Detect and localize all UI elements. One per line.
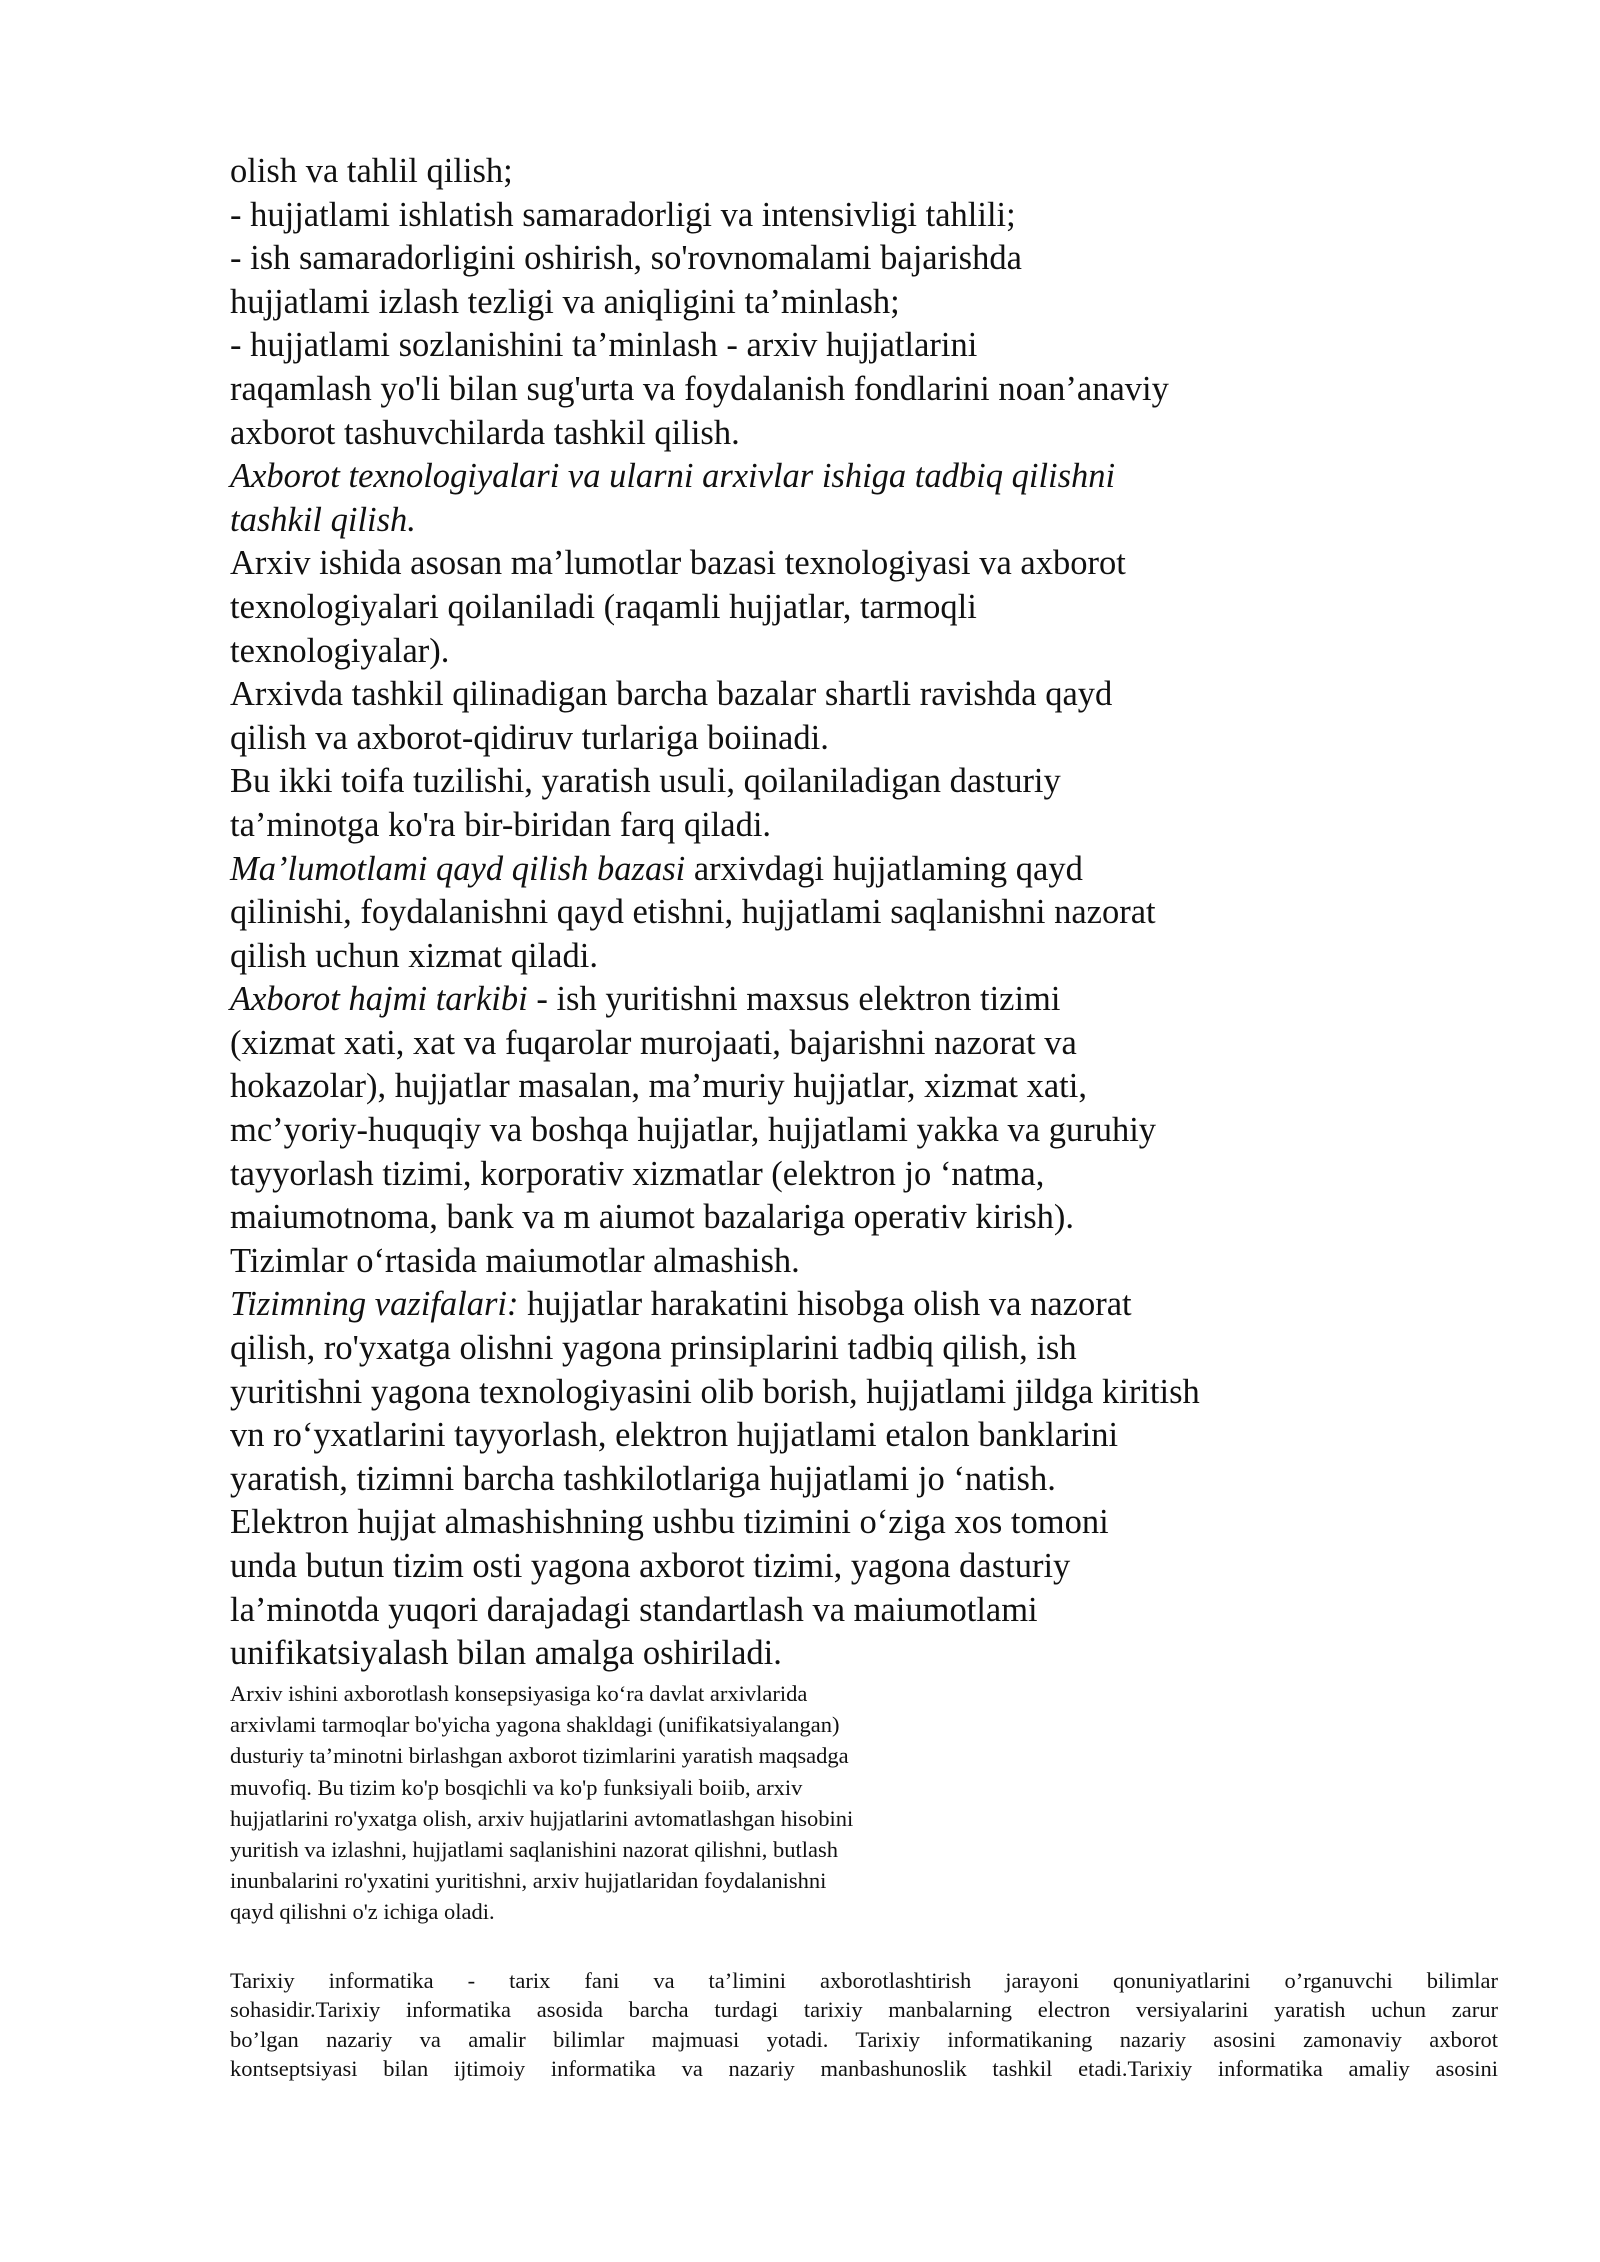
italic-term: Tizimning vazifalari:	[230, 1285, 519, 1324]
text-line: Arxivda tashkil qilinadigan barcha bazalar shartli ravishda qayd	[230, 675, 1113, 714]
text-line: qayd qilishni o'z ichiga oladi.	[230, 1899, 495, 1925]
text-line: texnologiyalar).	[230, 631, 450, 670]
section-heading-italic: tashkil qilish.	[230, 500, 416, 539]
text-line	[230, 978, 1370, 1022]
justified-line: bo’lgan nazariy va amalir bilimlar majmuasi yotadi. Tarixiy informatikaning nazariy asosini zamonaviy axborot	[230, 2026, 1498, 2052]
text-line: Tizimlar o‘rtasida maiumotlar almashish.	[230, 1241, 800, 1280]
text-line: muvofiq. Bu tizim ko'p bosqichli va ko'p funksiyali boiib, arxiv	[230, 1774, 803, 1800]
section-heading-italic: Axborot texnologiyalari va ularni arxivlar ishiga tadbiq qilishni	[230, 457, 1116, 496]
text-line: qilinishi, foydalanishni qayd etishni, hujjatlami saqlanishni nazorat	[230, 893, 1156, 932]
justified-line: sohasidir.Tarixiy informatika asosida barcha turdagi tarixiy manbalarning electron versiyalarini yaratish uchun zarur	[230, 1997, 1498, 2023]
text-line: axborot tashuvchilarda tashkil qilish.	[230, 413, 740, 452]
text-line: (xizmat xati, xat va fuqarolar murojaati, bajarishni nazorat va	[230, 1023, 1077, 1062]
text-line: olish va tahlil qilish;	[230, 152, 513, 190]
line-continuation: - ish yuritishni maxsus elektron tizimi	[527, 980, 1061, 1019]
text-line: hujjatlami izlash tezligi va aniqligini ta’minlash;	[230, 282, 900, 321]
text-line: texnologiyalari qoilaniladi (raqamli hujjatlar, tarmoqli	[230, 587, 977, 626]
text-line: mc’yoriy-huquqiy va boshqa hujjatlar, hujjatlami yakka va guruhiy	[230, 1111, 1157, 1150]
text-line: hokazolar), hujjatlar masalan, ma’muriy hujjatlar, xizmat xati,	[230, 1067, 1087, 1106]
justified-line: Tarixiy informatika - tarix fani va ta’limini axborotlashtirish jarayoni qonuniyatlarini o’rganuvchi bilimlar	[230, 1968, 1498, 1993]
text-line: Elektron hujjat almashishning ushbu tizimini o‘ziga xos tomoni	[230, 1503, 1109, 1542]
text-line: yuritish va izlashni, hujjatlami saqlanishini nazorat qilishni, butlash	[230, 1837, 839, 1863]
text-line: maiumotnoma, bank va m aiumot bazalariga operativ kirish).	[230, 1198, 1075, 1237]
text-line: ta’minotga ko'ra bir-biridan farq qiladi.	[230, 805, 772, 844]
text-line: qilish va axborot-qidiruv turlariga boiinadi.	[230, 718, 829, 757]
text-line: hujjatlarini ro'yxatga olish, arxiv hujjatlarini avtomatlashgan hisobini	[230, 1805, 854, 1831]
text-line: arxivlami tarmoqlar bo'yicha yagona shakldagi (unifikatsiyalangan)	[230, 1712, 840, 1738]
italic-term: Axborot hajmi tarkibi	[230, 980, 528, 1019]
text-line: Arxiv ishida asosan ma’lumotlar bazasi texnologiyasi va axborot	[230, 544, 1126, 583]
text-line: Arxiv ishini axborotlash konsepsiyasiga ko‘ra davlat arxivlarida	[230, 1681, 808, 1706]
text-line: - hujjatlami ishlatish samaradorligi va intensivligi tahlili;	[230, 195, 1016, 234]
text-line: unda butun tizim osti yagona axborot tizimi, yagona dasturiy	[230, 1547, 1071, 1585]
text-line: unifikatsiyalash bilan amalga oshiriladi.	[230, 1634, 782, 1673]
text-line	[230, 848, 1370, 892]
justified-paragraph	[230, 1966, 1498, 2083]
text-line: - hujjatlami sozlanishini ta’minlash - arxiv hujjatlarini	[230, 326, 978, 365]
text-line: vn ro‘yxatlarini tayyorlash, elektron hujjatlami etalon banklarini	[230, 1416, 1119, 1455]
text-line: inunbalarini ro'yxatini yuritishni, arxiv hujjatlaridan foydalanishni	[230, 1868, 827, 1894]
text-line	[230, 1283, 1370, 1327]
text-line: la’minotda yuqori darajadagi standartlash va maiumotlami	[230, 1590, 1038, 1629]
main-text-block	[230, 150, 1370, 1676]
line-continuation: arxivdagi hujjatlaming qayd	[685, 849, 1083, 888]
text-line: yuritishni yagona texnologiyasini olib borish, hujjatlami jildga kiritish	[230, 1372, 1200, 1411]
italic-term: Ma’lumotlami qayd qilish bazasi	[230, 849, 686, 888]
text-line: dusturiy ta’minotni birlashgan axborot tizimlarini yaratish maqsadga	[230, 1743, 849, 1769]
text-line: Bu ikki toifa tuzilishi, yaratish usuli, qoilaniladigan dasturiy	[230, 762, 1061, 801]
text-line: tayyorlash tizimi, korporativ xizmatlar (elektron jo ‘natma,	[230, 1154, 1045, 1193]
text-line: qilish uchun xizmat qiladi.	[230, 936, 598, 975]
small-text-block	[230, 1678, 1010, 1928]
text-line: - ish samaradorligini oshirish, so'rovnomalami bajarishda	[230, 239, 1022, 278]
text-line: raqamlash yo'li bilan sug'urta va foydalanish fondlarini noan’anaviy	[230, 369, 1169, 408]
text-line: yaratish, tizimni barcha tashkilotlariga hujjatlami jo ‘natish.	[230, 1459, 1056, 1498]
text-line: qilish, ro'yxatga olishni yagona prinsiplarini tadbiq qilish, ish	[230, 1329, 1077, 1368]
justified-line: kontseptsiyasi bilan ijtimoiy informatika va nazariy manbashunoslik tashkil etadi.Tarixiy informatika amaliy asosini	[230, 2055, 1498, 2081]
line-continuation: hujjatlar harakatini hisobga olish va nazorat	[518, 1285, 1132, 1324]
